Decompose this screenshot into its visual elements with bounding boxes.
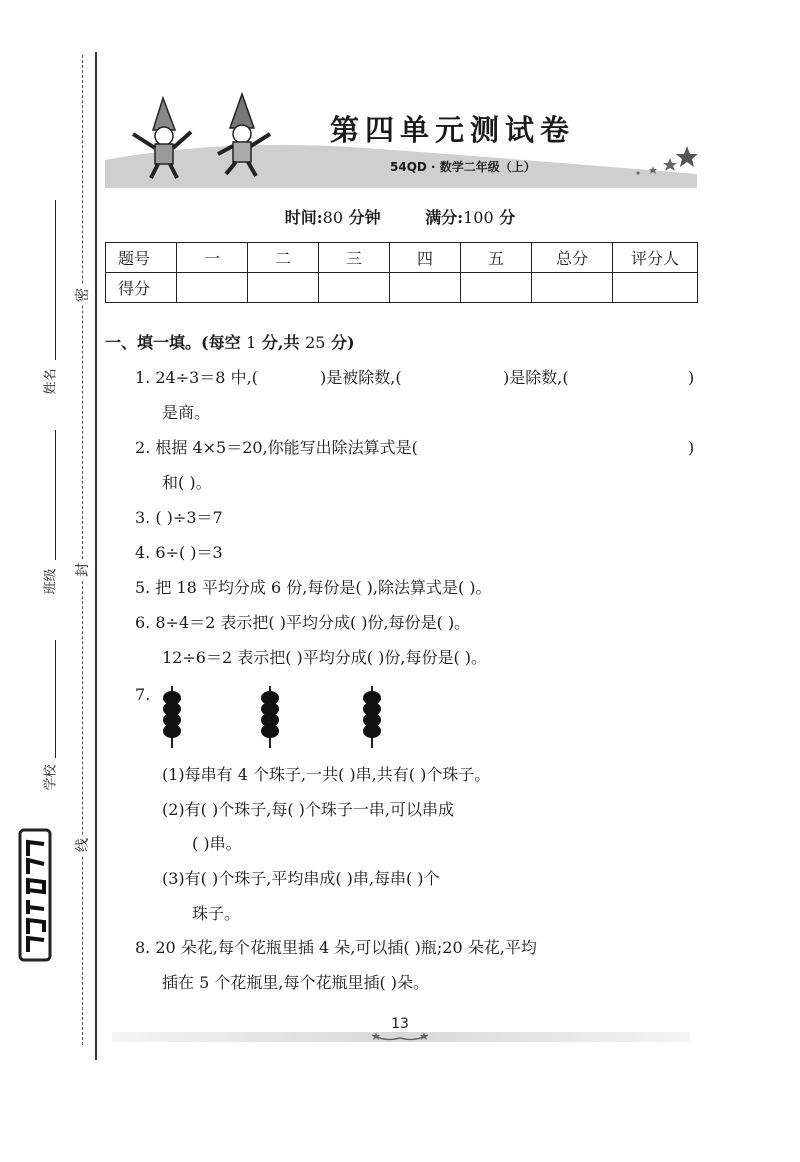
bead-strings-figure bbox=[158, 686, 388, 748]
table-cell: 四 bbox=[390, 243, 461, 273]
score-cell[interactable] bbox=[532, 273, 613, 303]
cut-char-feng: 封 bbox=[72, 560, 92, 580]
score-cell[interactable] bbox=[177, 273, 248, 303]
cut-line bbox=[82, 55, 83, 1045]
question-3: 3. ( )÷3＝7 bbox=[135, 508, 223, 527]
time-value: 80 bbox=[322, 208, 344, 227]
footer-ornament-icon bbox=[370, 1030, 430, 1044]
table-row bbox=[106, 243, 698, 273]
question-2-cont: 和( )。 bbox=[162, 473, 212, 492]
question-2: 2. 根据 4×5＝20,你能写出除法算式是( ) bbox=[135, 438, 695, 457]
table-cell: 评分人 bbox=[613, 243, 698, 273]
question-7-2-cont: ( )串。 bbox=[192, 834, 242, 853]
question-8-cont: 插在 5 个花瓶里,每个花瓶里插( )朵。 bbox=[162, 973, 430, 992]
question-7-3-cont: 珠子。 bbox=[192, 904, 241, 923]
bead-string-icon bbox=[163, 686, 181, 748]
score-table bbox=[105, 242, 698, 303]
question-8: 8. 20 朵花,每个花瓶里插 4 朵,可以插( )瓶;20 朵花,平均 bbox=[135, 938, 537, 957]
score-cell[interactable] bbox=[461, 273, 532, 303]
school-blank-line[interactable] bbox=[55, 640, 56, 758]
page-title: 第四单元测试卷 bbox=[330, 113, 576, 147]
school-label: 学校 bbox=[43, 764, 59, 791]
table-cell: 三 bbox=[319, 243, 390, 273]
bead-string-icon bbox=[363, 686, 381, 748]
cut-char-xian: 线 bbox=[72, 835, 92, 855]
score-cell[interactable] bbox=[319, 273, 390, 303]
question-6-cont: 12÷6＝2 表示把( )平均分成( )份,每份是( )。 bbox=[162, 648, 488, 667]
table-cell: 一 bbox=[177, 243, 248, 273]
page-number: 13 bbox=[391, 1016, 409, 1032]
question-7-3: (3)有( )个珠子,平均串成( )串,每串( )个 bbox=[162, 869, 440, 888]
table-row bbox=[106, 273, 698, 303]
page-subtitle: 54QD · 数学二年级（上） bbox=[390, 160, 536, 174]
table-cell: 题号 bbox=[106, 243, 177, 273]
bead-string-icon bbox=[261, 686, 279, 748]
question-1: 1. 24÷3＝8 中,( )是被除数,( )是除数,( ) bbox=[135, 368, 695, 387]
class-label: 班级 bbox=[43, 568, 59, 595]
score-unit: 分 bbox=[499, 208, 516, 227]
name-label: 姓名 bbox=[43, 368, 59, 395]
brand-logo bbox=[10, 828, 80, 963]
question-7-2: (2)有( )个珠子,每( )个珠子一串,可以串成 bbox=[162, 800, 454, 819]
question-4: 4. 6÷( )＝3 bbox=[135, 543, 223, 562]
section-title: 一、填一填。(每空 1 分,共 25 分) bbox=[105, 333, 355, 352]
class-blank-line[interactable] bbox=[55, 430, 56, 560]
table-cell: 五 bbox=[461, 243, 532, 273]
star-icon bbox=[676, 146, 697, 167]
cut-char-mi: 密 bbox=[72, 285, 92, 305]
score-label: 满分: bbox=[425, 208, 464, 227]
question-6: 6. 8÷4＝2 表示把( )平均分成( )份,每份是( )。 bbox=[135, 613, 471, 632]
time-label: 时间: bbox=[284, 208, 323, 227]
question-5: 5. 把 18 平均分成 6 份,每份是( ),除法算式是( )。 bbox=[135, 578, 492, 597]
table-cell: 得分 bbox=[106, 273, 177, 303]
table-cell: 总分 bbox=[532, 243, 613, 273]
question-7: 7. bbox=[135, 685, 151, 704]
time-unit: 分钟 bbox=[348, 208, 381, 227]
score-cell[interactable] bbox=[613, 273, 698, 303]
star-icon bbox=[663, 158, 677, 171]
binding-line bbox=[95, 52, 97, 1060]
score-value: 100 bbox=[463, 208, 494, 227]
question-1-cont: 是商。 bbox=[162, 403, 211, 422]
question-7-1: (1)每串有 4 个珠子,一共( )串,共有( )个珠子。 bbox=[162, 765, 491, 784]
exam-info bbox=[0, 205, 800, 228]
table-cell: 二 bbox=[248, 243, 319, 273]
score-cell[interactable] bbox=[390, 273, 461, 303]
score-cell[interactable] bbox=[248, 273, 319, 303]
